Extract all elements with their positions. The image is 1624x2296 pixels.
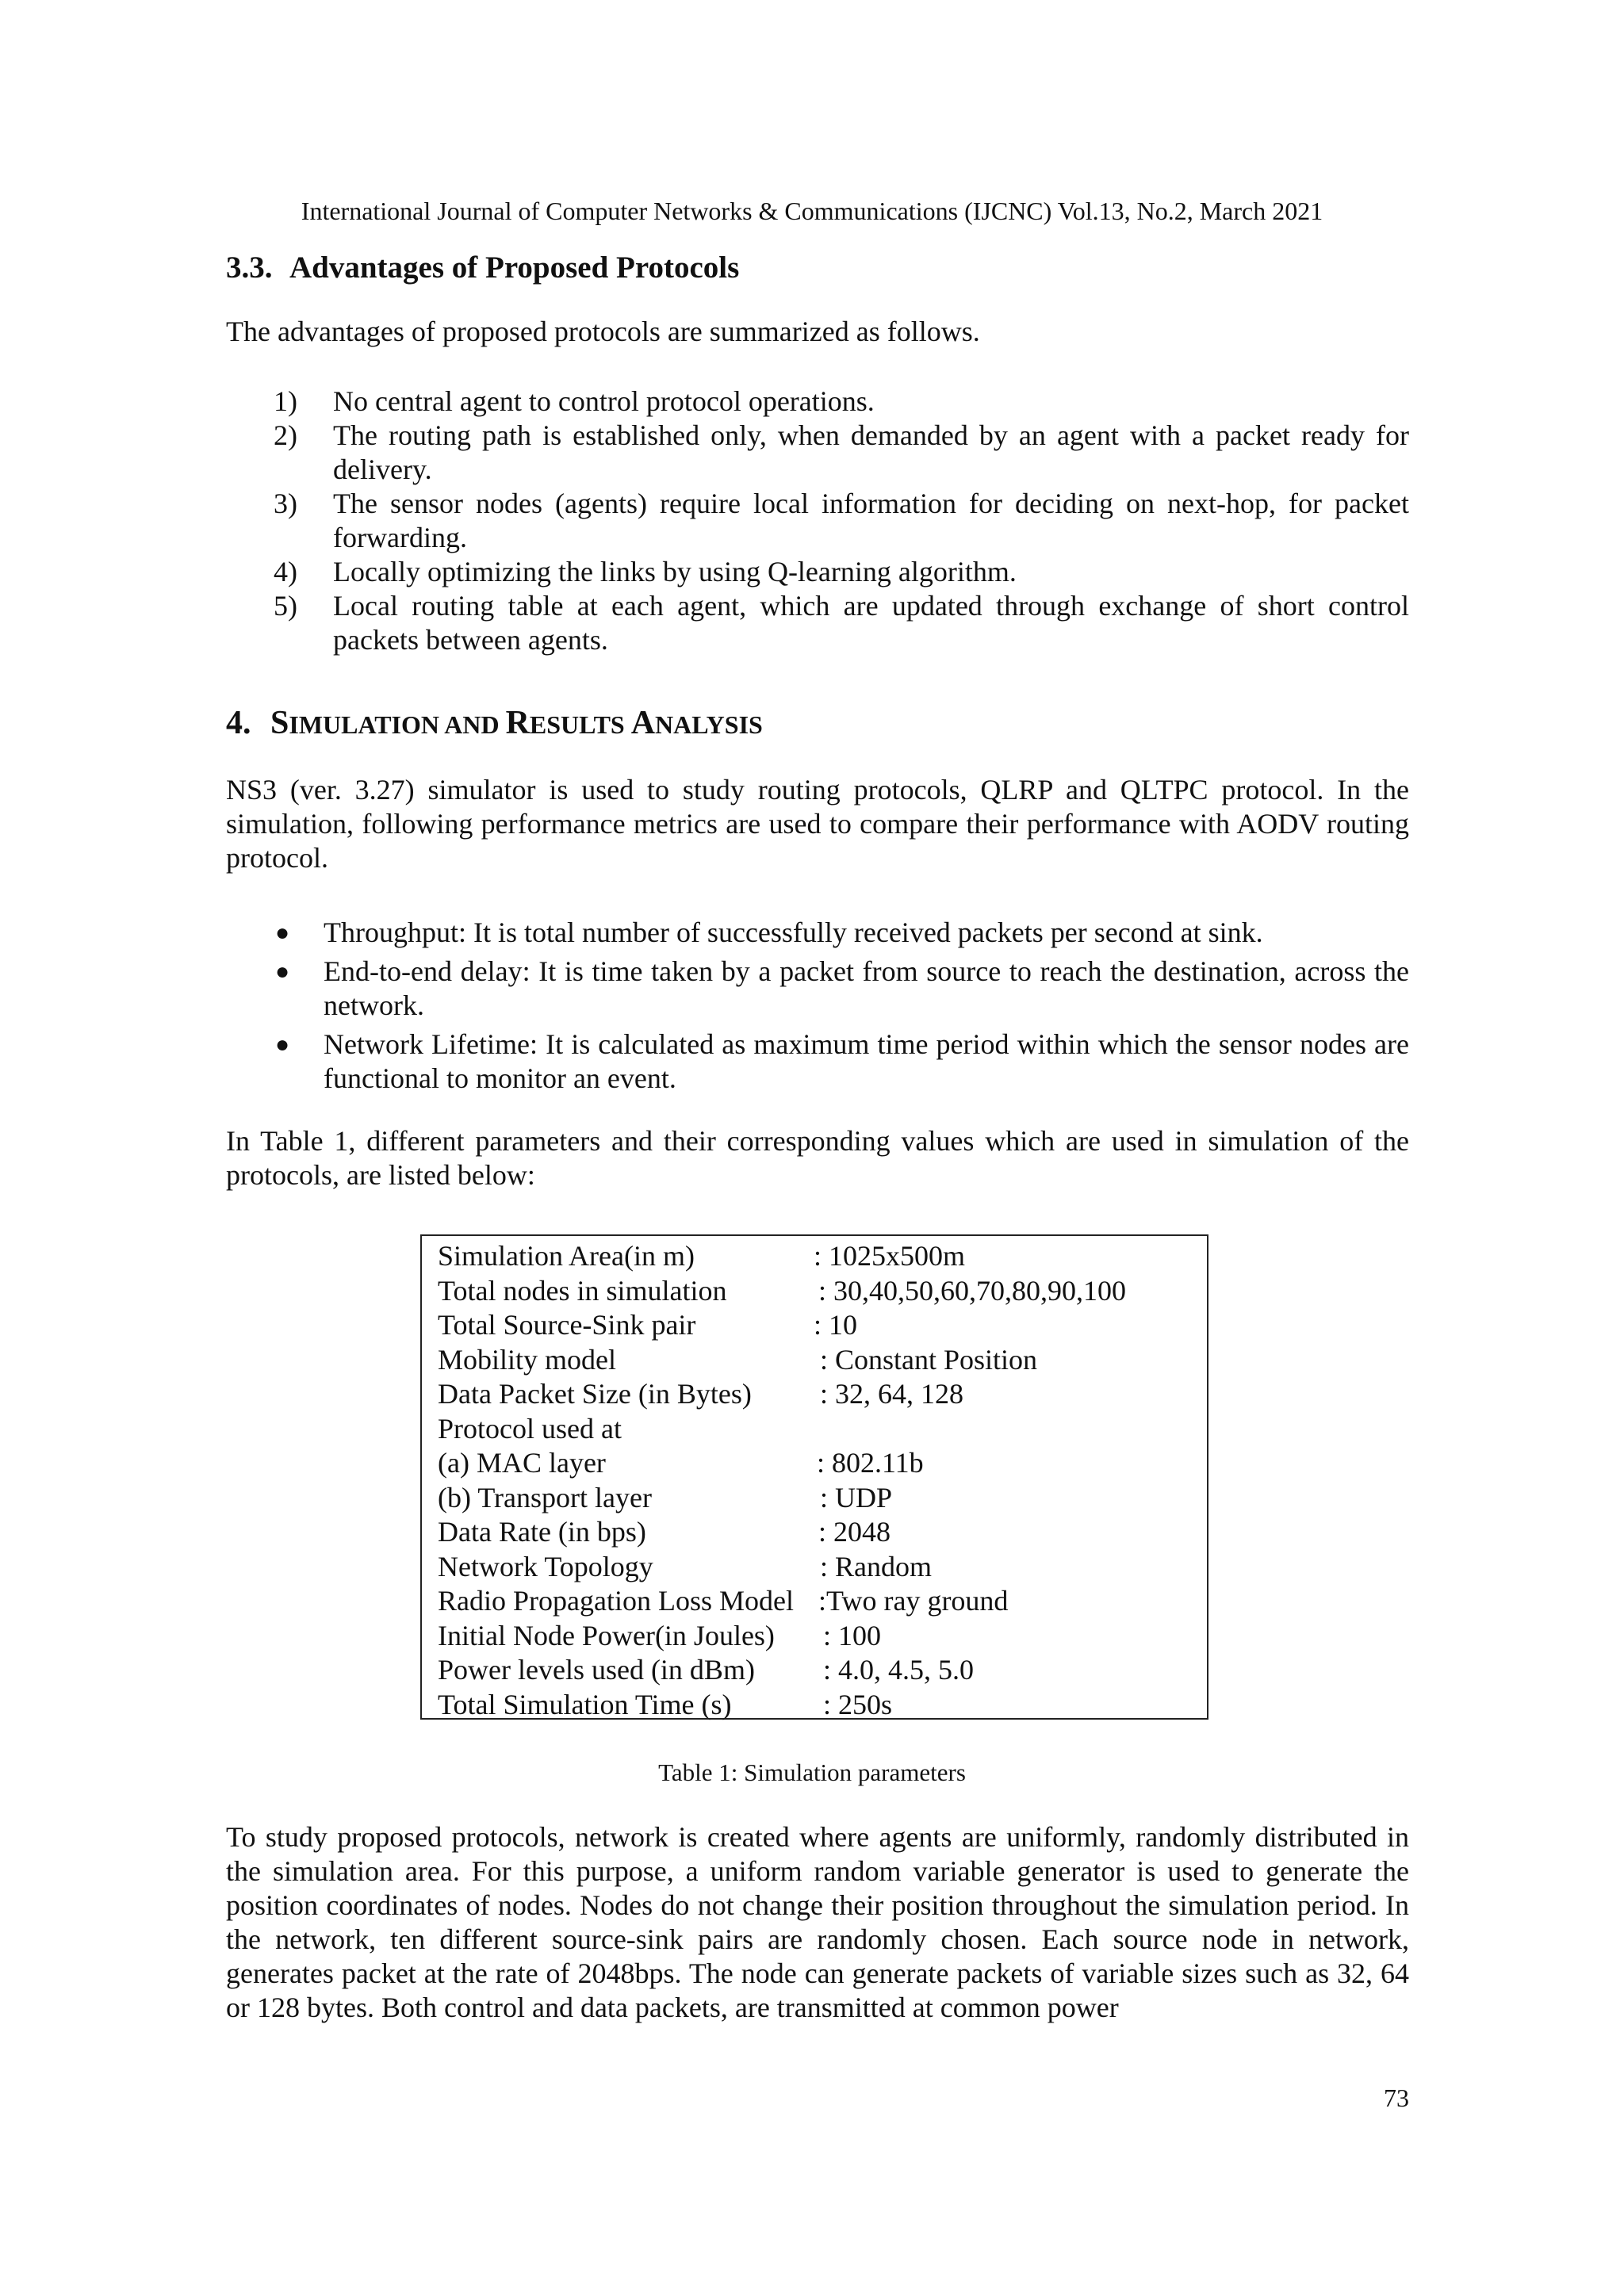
- item-number: 5): [274, 590, 297, 622]
- title-part: IMULATION AND: [289, 710, 506, 739]
- list-item: [274, 555, 1409, 589]
- param-key: (a) MAC layer: [438, 1447, 606, 1479]
- param-key: Protocol used at: [438, 1412, 622, 1445]
- bullet-icon: ●: [275, 1031, 290, 1058]
- section-number: 3.3.: [226, 251, 273, 285]
- metrics-list: [266, 916, 1409, 1100]
- section-3-3-heading: [226, 249, 739, 287]
- param-key: Data Rate (in bps): [438, 1516, 646, 1548]
- table-row: [438, 1653, 1207, 1688]
- param-value: : 802.11b: [817, 1447, 924, 1479]
- list-item: [266, 916, 1409, 950]
- param-value: : UDP: [820, 1481, 893, 1513]
- title-part: S: [270, 705, 289, 741]
- simulation-intro: NS3 (ver. 3.27) simulator is used to study routing protocols, QLRP and QLTPC protocol. In the simulation, following performance metrics are used to compare their performance with AODV routing protocol.: [226, 774, 1409, 874]
- param-key: Mobility model: [438, 1343, 616, 1376]
- param-key: Initial Node Power(in Joules): [438, 1619, 775, 1651]
- param-value: : Constant Position: [820, 1343, 1038, 1376]
- param-value: : 30,40,50,60,70,80,90,100: [818, 1274, 1127, 1307]
- item-number: 3): [274, 488, 297, 519]
- item-text: No central agent to control protocol operations.: [333, 385, 875, 417]
- list-item: [266, 955, 1409, 1023]
- journal-header: International Journal of Computer Networks & Communications (IJCNC) Vol.13, No.2, March 2021: [301, 197, 1323, 225]
- param-key: Data Packet Size (in Bytes): [438, 1378, 752, 1410]
- table-row: [438, 1688, 1207, 1723]
- table-intro: In Table 1, different parameters and their corresponding values which are used in simulation of the protocols, are listed below:: [226, 1125, 1409, 1191]
- table-row: [438, 1550, 1207, 1585]
- table-row: [438, 1308, 1207, 1343]
- table-row: [438, 1515, 1207, 1550]
- list-item: [274, 419, 1409, 487]
- param-value: : 1025x500m: [814, 1240, 966, 1272]
- title-part: NALYSIS: [655, 710, 763, 739]
- param-key: Total Source-Sink pair: [438, 1309, 696, 1341]
- metric-term: Throughput: [324, 916, 458, 948]
- param-key: Total nodes in simulation: [438, 1274, 727, 1307]
- table-row: [438, 1446, 1207, 1481]
- bullet-icon: ●: [275, 920, 290, 946]
- simulation-parameters-table: [420, 1234, 1208, 1720]
- param-value: : Random: [820, 1550, 932, 1582]
- item-number: 2): [274, 419, 297, 451]
- table-row: [438, 1412, 1207, 1447]
- param-key: Radio Propagation Loss Model: [438, 1585, 794, 1617]
- metric-text: : It is total number of successfully received packets per second at sink.: [458, 916, 1263, 948]
- metric-term: Network Lifetime: [324, 1028, 530, 1060]
- list-item: [274, 385, 1409, 419]
- bullet-icon: ●: [275, 959, 290, 985]
- param-key: Network Topology: [438, 1550, 653, 1582]
- table-row: [438, 1481, 1207, 1516]
- param-value: : 250s: [823, 1688, 893, 1720]
- title-part: ESULTS: [529, 710, 631, 739]
- item-text: Local routing table at each agent, which are updated through exchange of short control packets between agents.: [333, 590, 1409, 656]
- param-value: : 100: [823, 1619, 882, 1651]
- table-row: [438, 1343, 1207, 1378]
- title-part: R: [505, 705, 530, 741]
- param-value: : 32, 64, 128: [820, 1378, 964, 1410]
- param-value: : 2048: [818, 1516, 891, 1548]
- advantages-intro: The advantages of proposed protocols are summarized as follows.: [226, 316, 980, 347]
- section-number: 4.: [226, 705, 251, 741]
- section-title: Advantages of Proposed Protocols: [289, 251, 740, 285]
- param-key: Power levels used (in dBm): [438, 1654, 755, 1686]
- item-text: The routing path is established only, when demanded by an agent with a packet ready for delivery.: [333, 419, 1409, 485]
- table-row: [438, 1239, 1207, 1274]
- list-item: [274, 589, 1409, 657]
- table-row: [438, 1377, 1207, 1412]
- item-number: 4): [274, 556, 297, 587]
- param-value: : 10: [814, 1309, 858, 1341]
- list-item: [266, 1027, 1409, 1096]
- param-value: : 4.0, 4.5, 5.0: [823, 1654, 975, 1686]
- param-key: Total Simulation Time (s): [438, 1688, 732, 1720]
- metric-text: : It is calculated as maximum time period within which the sensor nodes are functional to monitor an event.: [324, 1028, 1409, 1094]
- section-4-heading: [226, 702, 763, 745]
- item-number: 1): [274, 385, 297, 417]
- metric-term: End-to-end delay: [324, 955, 523, 987]
- metric-text: : It is time taken by a packet from source to reach the destination, across the network.: [324, 955, 1409, 1021]
- page-number: 73: [1384, 2084, 1409, 2112]
- title-part: A: [630, 705, 656, 741]
- table-row: [438, 1274, 1207, 1309]
- param-key: (b) Transport layer: [438, 1481, 652, 1513]
- advantages-list: [274, 385, 1409, 657]
- param-value: :Two ray ground: [818, 1585, 1009, 1617]
- table-row: [438, 1584, 1207, 1619]
- closing-paragraph: To study proposed protocols, network is created where agents are uniformly, randomly distributed in the simulation area. For this purpose, a uniform random variable generator is used to generate the position coordinates of nodes. Nodes do not change their position throughout the simulation period. In the network, ten different source-sink pairs are randomly chosen. Each source node in network, generates packet at the rate of 2048bps. The node can generate packets of variable sizes such as 32, 64 or 128 bytes. Both control and data packets, are transmitted at common power: [226, 1821, 1409, 2023]
- item-text: The sensor nodes (agents) require local information for deciding on next-hop, for packet forwarding.: [333, 488, 1409, 553]
- item-text: Locally optimizing the links by using Q-learning algorithm.: [333, 556, 1017, 587]
- table-row: [438, 1619, 1207, 1654]
- param-key: Simulation Area(in m): [438, 1240, 695, 1272]
- table-caption: Table 1: Simulation parameters: [658, 1758, 966, 1786]
- list-item: [274, 487, 1409, 555]
